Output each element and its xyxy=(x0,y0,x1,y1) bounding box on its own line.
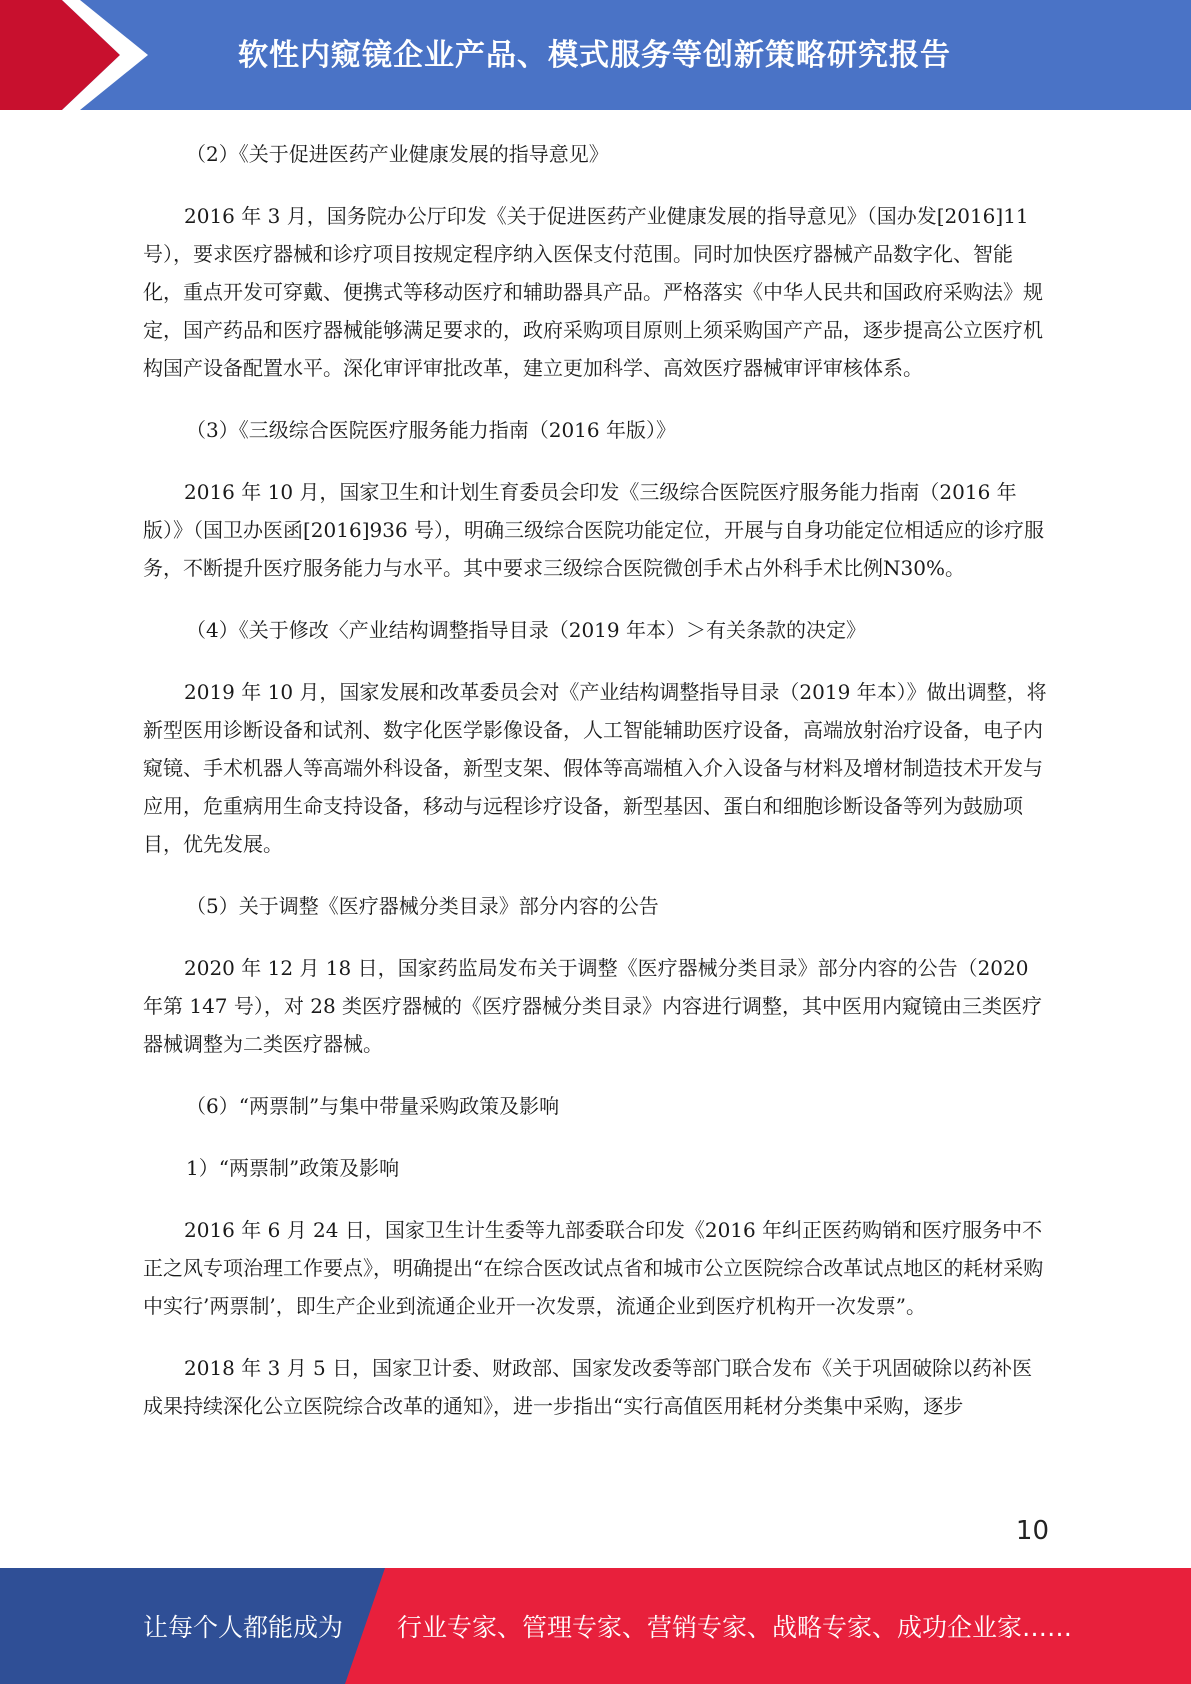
page-footer xyxy=(0,1568,1191,1684)
section-heading: （6）“两票制”与集中带量采购政策及影响 xyxy=(186,1094,560,1118)
body-paragraph: 2016 年 6 月 24 日，国家卫生计生委等九部委联合印发《2016 年纠正医药购销和医疗服务中不正之风专项治理工作要点》，明确提出“在综合医改试点省和城市公立医院综合改革试点地区的耗材采购中实行’两票制’，即生产企业到流通企业开一次发票，流通企业到医疗机构开一次发票”。 xyxy=(143,1218,1044,1318)
section-heading: （4）《关于修改〈产业结构调整指导目录（2019 年本）＞有关条款的决定》 xyxy=(186,618,866,642)
body-paragraph: 2018 年 3 月 5 日，国家卫计委、财政部、国家发改委等部门联合发布《关于巩固破除以药补医成果持续深化公立医院综合改革的通知》，进一步指出“实行高值医用耗材分类集中采购，逐步 xyxy=(143,1356,1033,1418)
footer-slogan-right: 行业专家、管理专家、营销专家、战略专家、成功企业家…… xyxy=(397,1613,1073,1642)
section-heading: （3）《三级综合医院医疗服务能力指南（2016 年版）》 xyxy=(186,418,676,442)
body-paragraph: 2016 年 3 月，国务院办公厅印发《关于促进医药产业健康发展的指导意见》（国办发[2016]11 号），要求医疗器械和诊疗项目按规定程序纳入医保支付范围。同时加快医疗器械产品数字化、智能化，重点开发可穿戴、便携式等移动医疗和辅助器具产品。严格落实《中华人民共和国政府采购法》规定，国产药品和医疗器械能够满足要求的，政府采购项目原则上须采购国产产品，逐步提高公立医疗机构国产设备配置水平。深化审评审批改革，建立更加科学、高效医疗器械审评审核体系。 xyxy=(143,204,1043,380)
section-heading: 1）“两票制”政策及影响 xyxy=(186,1156,400,1180)
footer-slogan-left: 让每个人都能成为 xyxy=(143,1613,344,1642)
document-body xyxy=(143,135,1048,1449)
body-paragraph: 2020 年 12 月 18 日，国家药监局发布关于调整《医疗器械分类目录》部分内容的公告（2020 年第 147 号），对 28 类医疗器械的《医疗器械分类目录》内容进行调整，其中医用内窥镜由三类医疗器械调整为二类医疗器械。 xyxy=(143,956,1043,1056)
body-paragraph: 2016 年 10 月，国家卫生和计划生育委员会印发《三级综合医院医疗服务能力指南（2016 年版）》（国卫办医函[2016]936 号），明确三级综合医院功能定位，开展与自身功能定位相适应的诊疗服务，不断提升医疗服务能力与水平。其中要求三级综合医院微创手术占外科手术比例N30%。 xyxy=(143,480,1045,580)
section-heading: （2）《关于促进医药产业健康发展的指导意见》 xyxy=(186,142,609,166)
section-heading: （5）关于调整《医疗器械分类目录》部分内容的公告 xyxy=(186,894,659,918)
body-paragraph: 2019 年 10 月，国家发展和改革委员会对《产业结构调整指导目录（2019 年本）》做出调整，将新型医用诊断设备和试剂、数字化医学影像设备，人工智能辅助医疗设备，高端放射治疗设备，电子内窥镜、手术机器人等高端外科设备，新型支架、假体等高端植入介入设备与材料及增材制造技术开发与应用，危重病用生命支持设备，移动与远程诊疗设备，新型基因、蛋白和细胞诊断设备等列为鼓励项目，优先发展。 xyxy=(143,680,1047,856)
page-header xyxy=(0,0,1191,110)
report-title: 软性内窥镜企业产品、模式服务等创新策略研究报告 xyxy=(238,38,951,73)
header-arrow-graphic xyxy=(0,0,260,110)
page-number: 10 xyxy=(1015,1516,1049,1546)
